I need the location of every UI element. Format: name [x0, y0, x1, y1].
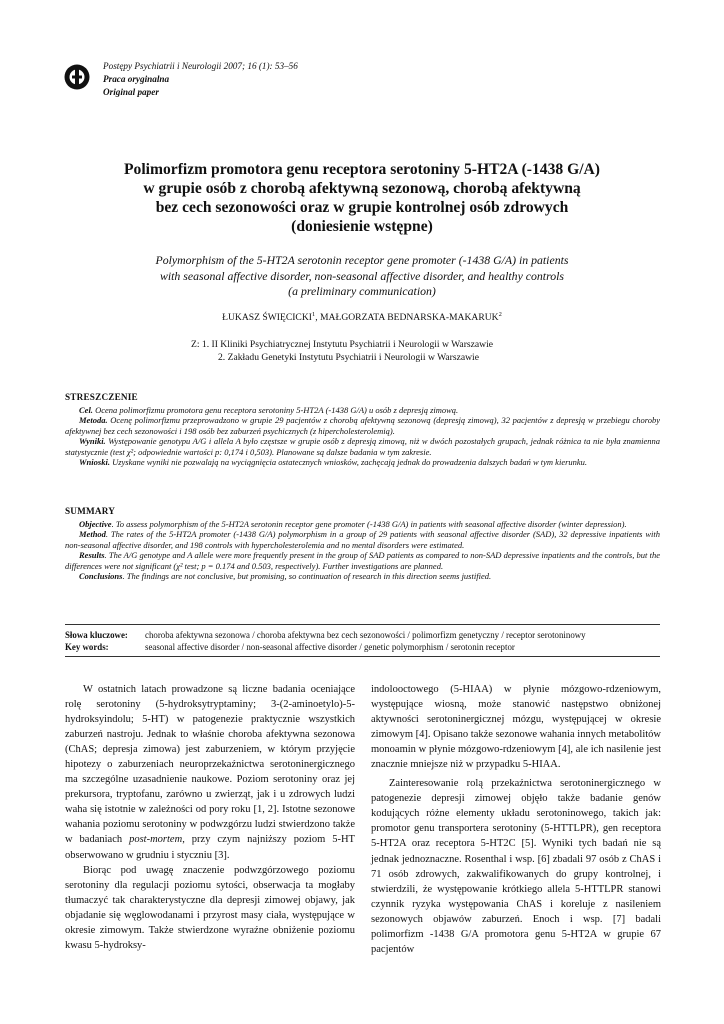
summary-body	[65, 519, 660, 581]
title-english	[60, 253, 664, 300]
author-separator: ,	[315, 312, 320, 324]
streszczenie-heading: STRESZCZENIE	[65, 392, 138, 402]
title-en-line: (a preliminary communication)	[288, 284, 436, 298]
affiliations	[191, 338, 493, 364]
body-column-left	[65, 682, 355, 953]
keywords-block	[65, 629, 586, 653]
paragraph: Biorąc pod uwagę znaczenie podwzgórzowego poziomu serotoniny dla regulacji poziomu sytości, obserwacja ta mogłaby tłumaczyć tak charakterystyczne dla depresji zimowej objawy, jak objadanie się węglowodanami i przyrost masy ciała, występujące w okresie zimowym. Także stwierdzone wyraźne obniżenie poziomu kwasu 5-hydroksy-	[65, 864, 355, 951]
cel-text: Ocena polimorfizmu promotora genu receptora serotoniny 5-HT2A (-1438 G/A) u osób z depresją zimową.	[92, 405, 459, 415]
title-line: (doniesienie wstępne)	[291, 218, 433, 235]
author-2-affil: 2	[498, 311, 502, 318]
wnioski-label: Wnioski.	[79, 457, 110, 468]
title-line: Polimorfizm promotora genu receptora serotoniny 5-HT2A (-1438 G/A)	[124, 161, 600, 178]
authors	[60, 311, 664, 323]
results-label: Results	[79, 550, 105, 561]
title-en-line: Polymorphism of the 5-HT2A serotonin receptor gene promoter (-1438 G/A) in patients	[155, 253, 569, 267]
method-label: Method	[79, 529, 106, 540]
body-column-right	[371, 682, 661, 957]
paper-type-en: Original paper	[103, 87, 159, 97]
wyniki-text: Występowanie genotypu A/G i allela A było częstsze w grupie osób z depresją zimową, niż w dwóch pozostałych grupach, jednak różnica ta nie była znamienna statystycznie (test χ²; odpowiednie wartości p: 0,174 i 0,503). Planowane są dalsze badania w tym zakresie.	[65, 436, 660, 457]
conclusions-text: . The findings are not conclusive, but promising, so continuation of research in this direction seems justified.	[122, 571, 492, 582]
keywords-en-label: Key words:	[65, 642, 109, 652]
title-en-line: with seasonal affective disorder, non-seasonal affective disorder, and healthy controls	[160, 268, 564, 283]
italic-term: post-mortem	[129, 834, 183, 846]
paragraph: indolooctowego (5-HIAA) w płynie mózgowo-rdzeniowym, występujące wiosną, może stanowić następstwo obniżonej aktywności serotoninergicznej mózgu, występującej w okresie zimowym [4]. Opisano także sezonowe wahania innych metabolitów monoamin w płynie mózgowo-rdzeniowym [4], ale ich nasilenie jest znacznie mniejsze niż w przypadku 5-HIAA.	[371, 684, 661, 771]
journal-logo	[64, 64, 90, 90]
author-2: MAŁGORZATA BEDNARSKA-MAKARUK	[320, 312, 499, 324]
conclusions-label: Conclusions	[79, 571, 123, 582]
journal-header	[103, 60, 298, 99]
paragraph: Zainteresowanie rolą przekaźnictwa serotoninergicznego w patogenezie depresji zimowej objęło także badanie genów kodujących różne elementy układu serotoninowego, takich jak: promotor genu transportera serotoniny (5-HTTLPR), gen receptora 5-HT2A oraz receptora 5-HT2C [5]. Wyniki tych badań nie są jednak jednoznaczne. Rosenthal i wsp. [6] zbadali 97 osób z ChAS i 71 osób zdrowych, zakwalifikowanych do grupy kontrolnej, i stwierdzili, że występowanie krótkiego allela 5-HTTLPR stanowi czynnik ryzyka występowania ChAS i koreluje z nasileniem sezonowych objawów zaburzeń. Enoch i wsp. [7] badali polimorfizm -1438 G/A promotora genu 5-HT2A w grupie 67 pacjentów	[371, 778, 661, 955]
keywords-bottom-rule	[65, 656, 660, 657]
objective-label: Objective	[79, 519, 112, 529]
affiliation-1: Z: 1. II Kliniki Psychiatrycznej Instytutu Psychiatrii i Neurologii w Warszawie	[191, 339, 493, 350]
wyniki-label: Wyniki.	[79, 436, 106, 447]
keywords-pl: choroba afektywna sezonowa / choroba afektywna bez cech sezonowości / polimorfizm genetyczny / receptor serotoninowy	[145, 630, 586, 640]
journal-citation: Postępy Psychiatrii i Neurologii 2007; 16 (1): 53–56	[103, 61, 298, 71]
summary-heading: SUMMARY	[65, 506, 116, 516]
cel-label: Cel.	[79, 405, 93, 415]
author-1: ŁUKASZ ŚWIĘCICKI	[222, 312, 312, 324]
title-polish	[60, 160, 664, 236]
method-text: . The rates of the 5-HT2A promoter (-1438 G/A) polymorphism in a group of 29 patients with seasonal affective disorder (SAD), 32 depressive inpatients with non-seasonal affective disorder, and 198 controls with hypercholesterolemia and no mental disorders were estimated.	[65, 529, 660, 550]
wnioski-text: Uzyskane wyniki nie pozwalają na wyciągnięcia ostatecznych wniosków, zachęcają jednak do prowadzenia dalszych badań w tym kierunku.	[109, 457, 588, 468]
streszczenie-body	[65, 405, 660, 467]
keywords-top-rule	[65, 624, 660, 625]
results-text: . The A/G genotype and A allele were more frequently present in the group of SAD patients as compared to non-SAD depressive inpatients and the controls, but the differences were not significant (χ² test; p = 0.174 and 0.503, respectively). Further investigations are planned.	[65, 550, 660, 571]
paper-type-pl: Praca oryginalna	[103, 74, 170, 84]
keywords-en: seasonal affective disorder / non-seasonal affective disorder / genetic polymorphism / serotonin receptor	[145, 642, 515, 652]
keywords-pl-label: Słowa kluczowe:	[65, 630, 128, 640]
metoda-label: Metoda.	[79, 415, 108, 426]
paragraph: W ostatnich latach prowadzone są liczne badania oceniające rolę serotoniny (5-hydroksytryptaminy; 3-(2-aminoetylo)-5-hydroksyindolu; 5-HT) w patogenezie praktycznie wszystkich zaburzeń nastroju. Jednak to właśnie choroba afektywna sezonowa (ChAS; depresja zimowa) jest zaburzeniem, w którym przyjęcie hipotezy o zaburzeniach neuroprzekaźnictwa serotoninergicznego ma szczególne uzasadnienie naukowe. Poziom serotoniny oraz jej prekursora, tryptofanu, zarówno u zwierząt, jak i u zdrowych ludzi waha się istotnie w zależności od pory roku [1, 2]. Istotne sezonowe wahania poziomu serotoniny w podwzgórzu ludzi stwierdzono także w badaniach post-mortem, przy czym najniższy poziom 5-HT obserwowano w grudniu i styczniu [3].	[65, 684, 355, 861]
author-1-affil: 1	[311, 311, 316, 318]
affiliation-2: 2. Zakładu Genetyki Instytutu Psychiatrii i Neurologii w Warszawie	[218, 352, 479, 363]
objective-text: . To assess polymorphism of the 5-HT2A serotonin receptor gene promoter (-1438 G/A) in patients with seasonal affective disorder (winter depression).	[111, 519, 627, 529]
title-line: w grupie osób z chorobą afektywną sezonową, chorobą afektywną	[143, 180, 581, 197]
title-line: bez cech sezonowości oraz w grupie kontrolnej osób zdrowych	[155, 199, 569, 216]
metoda-text: Ocenę polimorfizmu przeprowadzono w grupie 29 pacjentów z chorobą afektywną sezonową (depresją zimową), 32 pacjentów z depresją w przebiegu choroby afektywnej bez cech sezonowości i 198 osób bez zaburzeń psychicznych (z hipercholesterolemią).	[65, 415, 660, 436]
